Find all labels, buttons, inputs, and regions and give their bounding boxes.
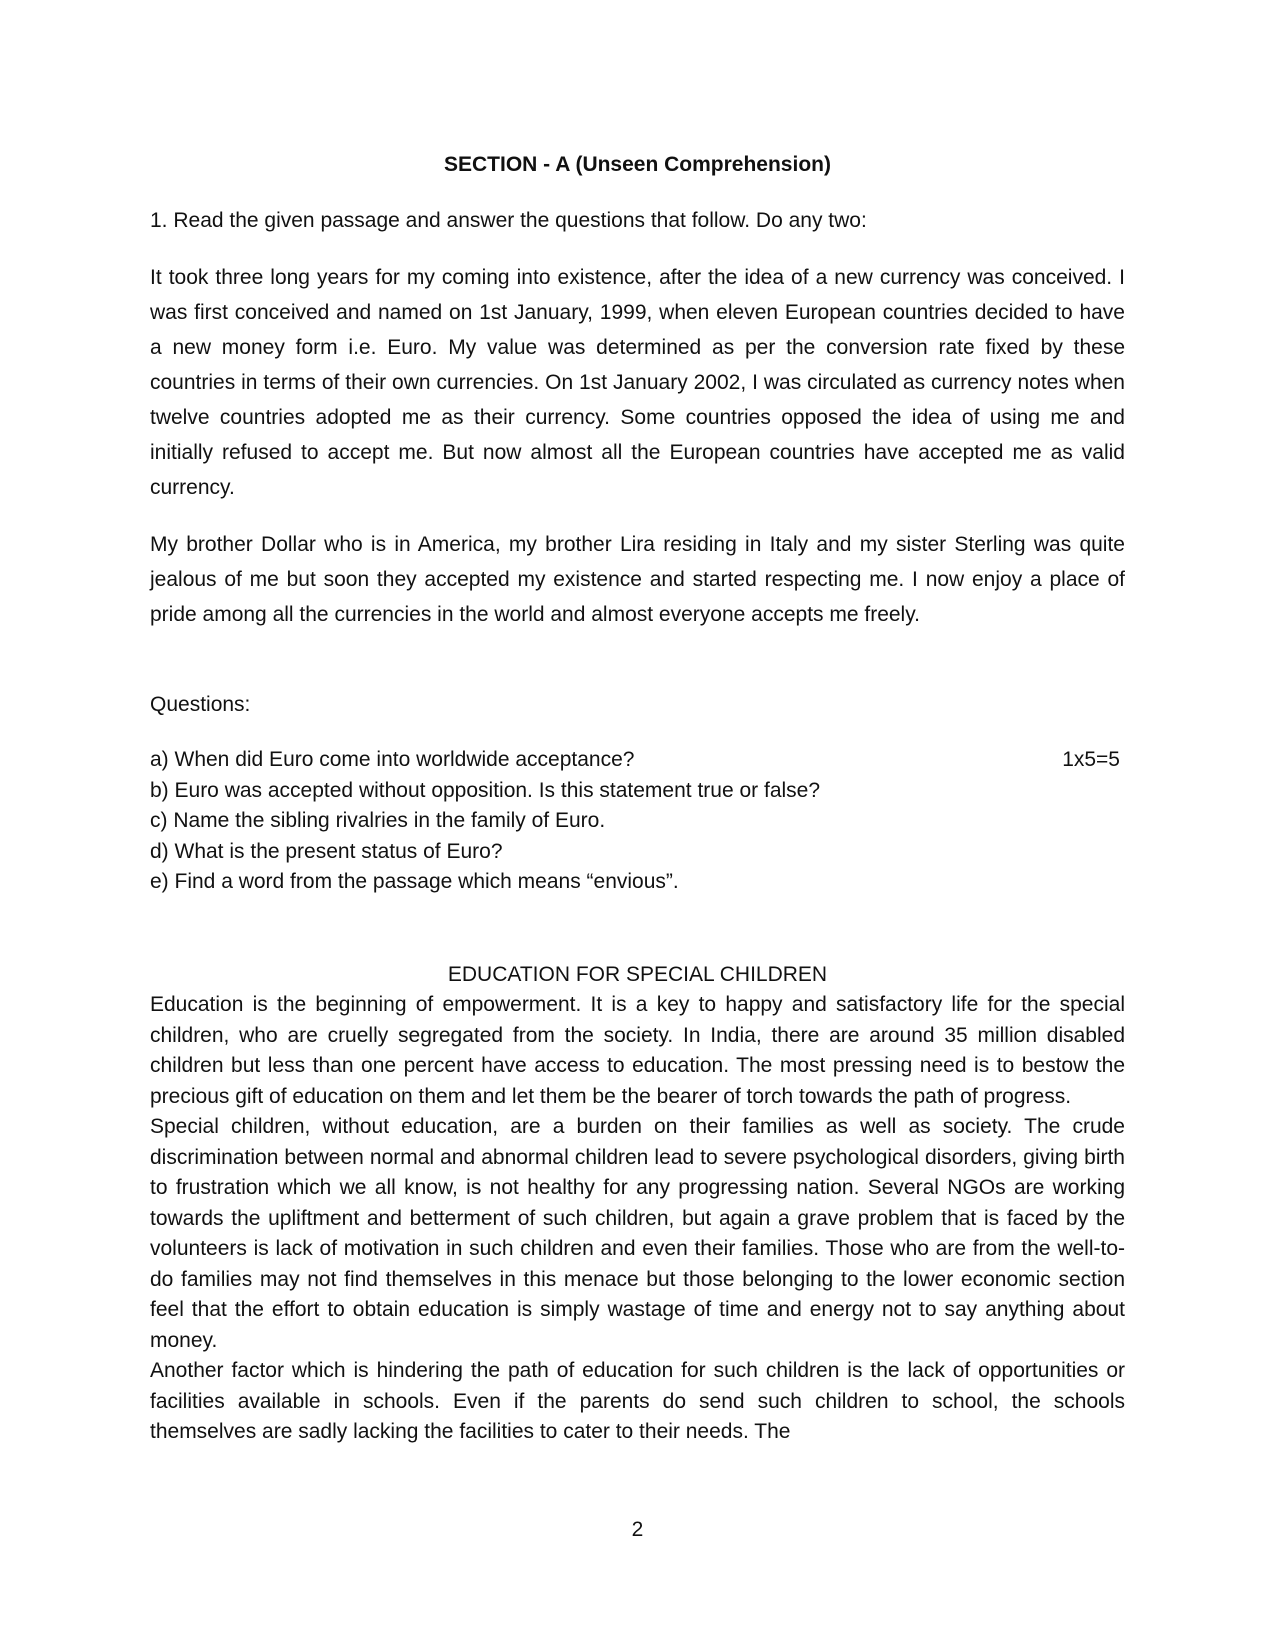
marks-allocation: 1x5=5 (1062, 748, 1120, 771)
question-item: a) When did Euro come into worldwide acceptance? (150, 748, 635, 771)
question-item: c) Name the sibling rivalries in the family of Euro. (150, 809, 606, 832)
questions-heading: Questions: (150, 693, 251, 716)
question-item: d) What is the present status of Euro? (150, 839, 503, 863)
document-page (150, 0, 1125, 1651)
question-item: b) Euro was accepted without opposition. Is this statement true or false? (150, 778, 821, 802)
passage-paragraph: Another factor which is hindering the path of education for such children is the lack of opportunities or facilities available in schools. Even if the parents do send such children to school, the schools themselves are sadly lacking the facilities to cater to their needs. The (150, 1359, 1125, 1443)
passage-paragraph: My brother Dollar who is in America, my brother Lira residing in Italy and my sister Sterling was quite jealous of me but soon they accepted my existence and started respecting me. I now enjoy a place of pride among all the currencies in the world and almost everyone accepts me freely. (150, 533, 1125, 626)
questions-list (150, 745, 1125, 898)
question-instruction: 1. Read the given passage and answer the questions that follow. Do any two: (150, 209, 867, 232)
section-title: SECTION - A (Unseen Comprehension) (444, 153, 831, 176)
passage-paragraph: Education is the beginning of empowerment. It is a key to happy and satisfactory life for the special children, who are cruelly segregated from the society. In India, there are around 35 million disabled children but less than one percent have access to education. The most pressing need is to bestow the precious gift of education on them and let them be the bearer of torch towards the path of progress. (150, 993, 1125, 1108)
question-item: e) Find a word from the passage which means “envious”. (150, 870, 679, 893)
passage-body (150, 990, 1125, 1448)
passage-title: EDUCATION FOR SPECIAL CHILDREN (447, 963, 828, 986)
page-number: 2 (631, 1518, 644, 1541)
passage-paragraph: It took three long years for my coming into existence, after the idea of a new currency was conceived. I was first conceived and named on 1st January, 1999, when eleven European countries decided to have a new money form i.e. Euro. My value was determined as per the conversion rate fixed by these countries in terms of their own currencies. On 1st January 2002, I was circulated as currency notes when twelve countries adopted me as their currency. Some countries opposed the idea of using me and initially refused to accept me. But now almost all the European countries have accepted me as valid currency. (150, 266, 1125, 499)
passage-paragraph: Special children, without education, are a burden on their families as well as society. The crude discrimination between normal and abnormal children lead to severe psychological disorders, giving birth to frustration which we all know, is not healthy for any progressing nation. Several NGOs are working towards the upliftment and betterment of such children, but again a grave problem that is faced by the volunteers is lack of motivation in such children and even their families. Those who are from the well-to-do families may not find themselves in this menace but those belonging to the lower economic section feel that the effort to obtain education is simply wastage of time and energy not to say anything about money. (150, 1115, 1125, 1352)
